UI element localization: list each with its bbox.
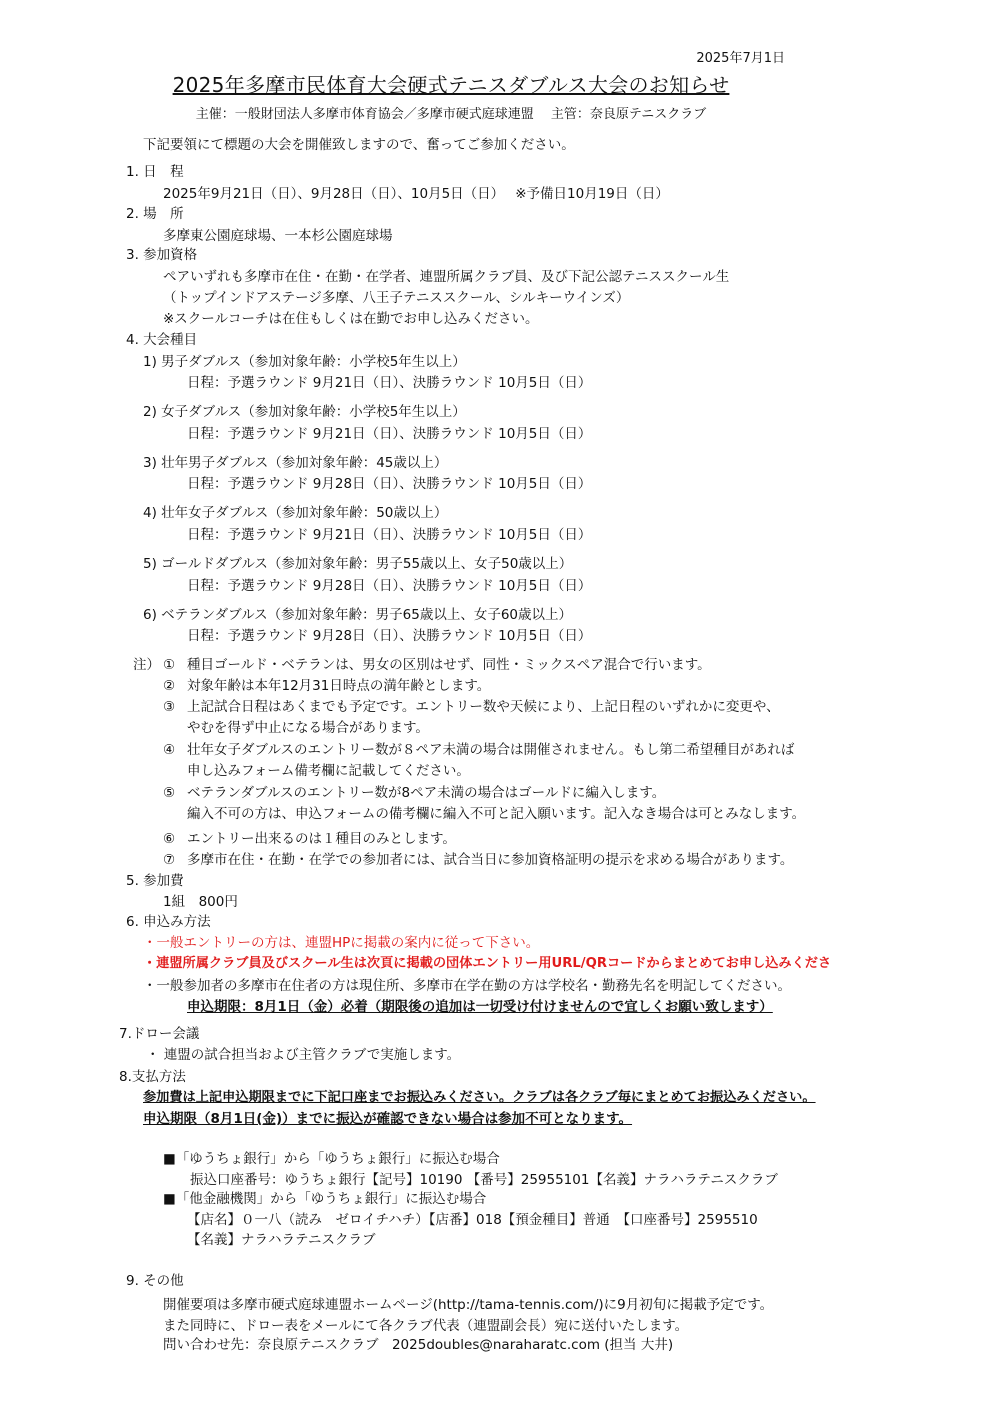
note-text: 上記試合日程はあくまでも予定です。エントリー数や天候により、上記日程のいずれかに変更や、 — [187, 699, 780, 715]
payment-deadline-warning: 申込期限（8月1日(金)）までに振込が確認できない場合は参加不可となります。 — [143, 1111, 633, 1127]
note-text: エントリー出来るのは１種目のみとします。 — [187, 831, 456, 847]
note-marker: ⑥ — [163, 831, 176, 847]
page-title: 2025年多摩市民体育大会硬式テニスダブルス大会のお知らせ — [172, 73, 730, 97]
eligibility-schools: （トップインドアステージ多摩、八王子テニススクール、シルキーウインズ） — [163, 290, 630, 306]
bank-transfer-other-title: ■「他金融機関」から「ゆうちょ銀行」に振込む場合 — [163, 1191, 487, 1207]
bank-transfer-other-name: 【名義】ナラハラテニスクラブ — [187, 1232, 376, 1248]
notes-label: 注） — [133, 657, 160, 673]
section-events-heading: 4. 大会種目 — [126, 332, 198, 348]
note-text: 多摩市在住・在勤・在学での参加者には、試合当日に参加資格証明の提示を求める場合があります。 — [187, 852, 794, 868]
note-marker: ④ — [163, 742, 176, 758]
event-schedule: 日程：予選ラウンド 9月28日（日）、決勝ラウンド 10月5日（日） — [187, 476, 592, 492]
bank-transfer-yucho-title: ■「ゆうちょ銀行」から「ゆうちょ銀行」に振込む場合 — [163, 1151, 500, 1167]
event-schedule: 日程：予選ラウンド 9月21日（日）、決勝ラウンド 10月5日（日） — [187, 426, 592, 442]
section-other-heading: 9. その他 — [126, 1273, 184, 1289]
section-venue-body: 多摩東公園庭球場、一本杉公園庭球場 — [163, 228, 393, 244]
other-draw-mail-note: また同時に、ドロー表をメールにて各クラブ代表（連盟副会長）宛に送付いたします。 — [163, 1318, 689, 1334]
event-schedule: 日程：予選ラウンド 9月21日（日）、決勝ラウンド 10月5日（日） — [187, 527, 592, 543]
note-marker: ① — [163, 657, 176, 673]
event-title: 6) ベテランダブルス（参加対象年齢：男子65歳以上、女子60歳以上） — [143, 607, 573, 623]
section-eligibility-heading: 3. 参加資格 — [126, 247, 198, 263]
contact-info: 問い合わせ先：奈良原テニスクラブ 2025doubles@naraharatc.com (担当 大井) — [163, 1337, 674, 1353]
section-payment-heading: 8.支払方法 — [119, 1069, 186, 1085]
application-deadline: 申込期限：8月1日（金）必着（期限後の追加は一切受け付けませんので宜しくお願い致します） — [187, 999, 773, 1015]
note-text: 壮年女子ダブルスのエントリー数が８ペア未満の場合は開催されません。もし第二希望種目があれば — [187, 742, 795, 758]
application-general-note: ・一般エントリーの方は、連盟HPに掲載の案内に従って下さい。 — [143, 935, 540, 951]
bank-transfer-other-detail: 【店名】０一八（読み ゼロイチハチ）【店番】018【預金種目】普通 【口座番号】2595510 — [187, 1212, 758, 1228]
eligibility-line: ペアいずれも多摩市在住・在勤・在学者、連盟所属クラブ員、及び下記公認テニススクール生 — [163, 269, 730, 285]
other-website-note: 開催要項は多摩市硬式庭球連盟ホームページ(http://tama-tennis.com/)に9月初旬に掲載予定です。 — [163, 1297, 774, 1313]
event-schedule: 日程：予選ラウンド 9月28日（日）、決勝ラウンド 10月5日（日） — [187, 628, 592, 644]
sponsor-line: 主催：一般財団法人多摩市体育協会／多摩市硬式庭球連盟 主管：奈良原テニスクラブ — [195, 107, 707, 122]
application-club-note: ・連盟所属クラブ員及びスクール生は次頁に掲載の団体エントリー用URL/QRコードからまとめてお申し込みくださ — [143, 956, 832, 971]
section-venue-heading: 2. 場 所 — [126, 206, 184, 222]
event-title: 4) 壮年女子ダブルス（参加対象年齢：50歳以上） — [143, 505, 448, 521]
section-fee-heading: 5. 参加費 — [126, 873, 184, 889]
note-text: 編入不可の方は、申込フォームの備考欄に編入不可と記入願います。記入なき場合は可とみなします。 — [187, 806, 806, 822]
event-schedule: 日程：予選ラウンド 9月28日（日）、決勝ラウンド 10月5日（日） — [187, 578, 592, 594]
note-text: ベテランダブルスのエントリー数が8ペア未満の場合はゴールドに編入します。 — [187, 785, 666, 801]
section-schedule-body: 2025年9月21日（日）、9月28日（日）、10月5日（日） ※予備日10月19日（日） — [163, 186, 669, 202]
fee-amount: 1組 800円 — [163, 894, 238, 910]
note-text: 種目ゴールド・ベテランは、男女の区別はせず、同性・ミックスペア混合で行います。 — [187, 657, 711, 673]
document-date: 2025年7月1日 — [696, 51, 785, 66]
note-text: 申し込みフォーム備考欄に記載してください。 — [187, 763, 470, 779]
payment-instruction: 参加費は上記申込期限までに下記口座までお振込みください。クラブは各クラブ毎にまとめてお振込みください。 — [143, 1090, 816, 1105]
eligibility-coach-note: ※スクールコーチは在住もしくは在勤でお申し込みください。 — [163, 311, 539, 327]
note-marker: ③ — [163, 699, 176, 715]
section-schedule-heading: 1. 日 程 — [126, 164, 184, 180]
bank-transfer-yucho-detail: 振込口座番号：ゆうちょ銀行【記号】10190 【番号】25955101【名義】ナラハラテニスクラブ — [190, 1172, 778, 1188]
draw-body: ・ 連盟の試合担当および主管クラブで実施します。 — [146, 1047, 461, 1063]
event-schedule: 日程：予選ラウンド 9月21日（日）、決勝ラウンド 10月5日（日） — [187, 375, 592, 391]
event-title: 1) 男子ダブルス（参加対象年齢：小学校5年生以上） — [143, 354, 466, 370]
intro-text: 下記要領にて標題の大会を開催致しますので、奮ってご参加ください。 — [143, 137, 575, 153]
note-text: やむを得ず中止になる場合があります。 — [187, 720, 429, 736]
event-title: 5) ゴールドダブルス（参加対象年齢：男子55歳以上、女子50歳以上） — [143, 556, 573, 572]
section-application-heading: 6. 申込み方法 — [126, 914, 211, 930]
note-text: 対象年齢は本年12月31日時点の満年齢とします。 — [187, 678, 491, 694]
application-address-note: ・一般参加者の多摩市在住者の方は現住所、多摩市在学在勤の方は学校名・勤務先名を明記してください。 — [143, 978, 791, 994]
note-marker: ⑦ — [163, 852, 176, 868]
note-marker: ⑤ — [163, 785, 176, 801]
event-title: 2) 女子ダブルス（参加対象年齢：小学校5年生以上） — [143, 404, 466, 420]
section-draw-heading: 7.ドロー会議 — [119, 1026, 200, 1042]
note-marker: ② — [163, 678, 176, 694]
event-title: 3) 壮年男子ダブルス（参加対象年齢：45歳以上） — [143, 455, 448, 471]
